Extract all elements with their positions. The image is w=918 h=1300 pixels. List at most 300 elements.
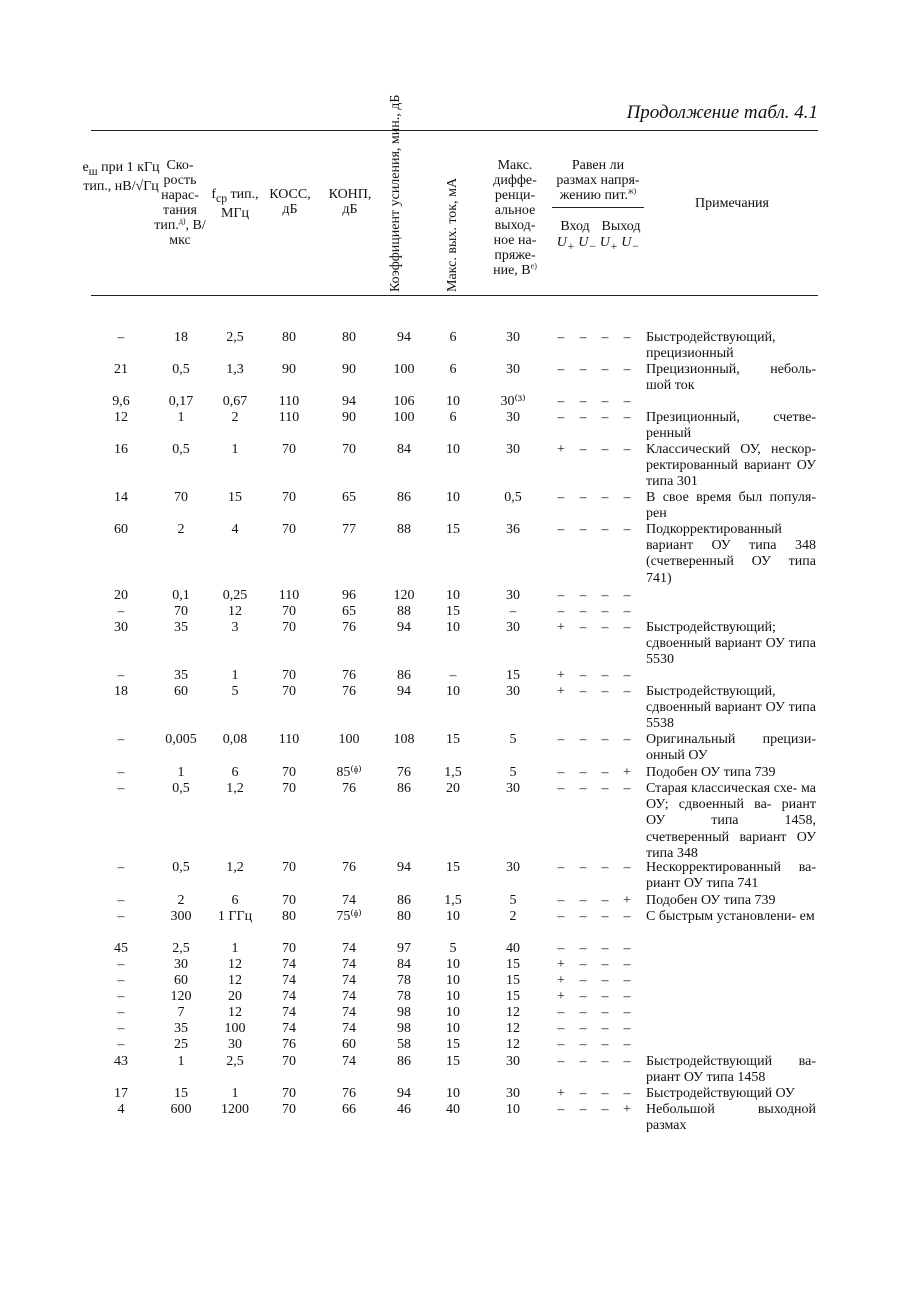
cell-konp: 76 [342,668,356,683]
rail-flag: – [623,1021,631,1036]
cell-fcp: 2,5 [226,1054,244,1069]
cell-note: Быстродействующий ОУ [646,1086,795,1101]
rail-flag: – [623,410,631,425]
cell-konp: 76 [342,1086,356,1101]
cell-note: Презиционный, счетве- ренный [646,410,816,442]
cell-vdiff: 15 [506,957,520,972]
cell-koss: 80 [282,909,296,924]
cell-note: Быстродействующий, сдвоенный вариант ОУ типа 5538 [646,684,816,732]
cell-gain: 58 [397,1037,411,1052]
cell-iout: 10 [446,684,460,699]
rail-flag: – [557,765,565,780]
rail-flag: – [623,620,631,635]
header-gain: Коэффициент усиления, мин., дБ [388,94,403,292]
cell-iout: 10 [446,957,460,972]
header-psrr: КОНП, дБ [328,187,372,217]
rail-flag: – [623,941,631,956]
cell-noise: 43 [114,1054,128,1069]
cell-iout: 10 [446,973,460,988]
cell-iout: 15 [446,732,460,747]
rail-flag: + [557,957,565,972]
rail-flag: – [557,330,565,345]
rail-flag: – [601,1021,609,1036]
cell-note: Подкорректированный вариант ОУ типа 348 (счетверенный ОУ типа 741) [646,522,816,586]
cell-fcp: 3 [231,620,239,635]
rail-flag: – [579,362,587,377]
rail-flag: – [601,394,609,409]
rail-flag: – [557,1021,565,1036]
rail-flag: – [557,893,565,908]
cell-fcp: 1,2 [226,781,244,796]
cell-fcp: 4 [231,522,239,537]
cell-konp: 80 [342,330,356,345]
rail-flag: – [601,522,609,537]
cell-konp: 74 [342,1021,356,1036]
cell-koss: 70 [282,668,296,683]
cell-fcp: 1200 [221,1102,249,1117]
cell-konp: 74 [342,941,356,956]
rail-flag: – [579,410,587,425]
cell-slew: 35 [174,620,188,635]
rail-flag: – [623,909,631,924]
cell-noise: 20 [114,588,128,603]
rail-flag: – [579,442,587,457]
cell-iout: 10 [446,490,460,505]
cell-konp: 96 [342,588,356,603]
cell-vdiff: 30 [506,781,520,796]
cell-vdiff: 30 [506,1086,520,1101]
cell-konp: 66 [342,1102,356,1117]
rail-flag: – [579,1086,587,1101]
header-rail-to-rail: Равен ли размах напря- жению пит.$^{ж)}$ [556,158,640,203]
cell-gain: 100 [393,410,415,425]
rail-flag: – [601,362,609,377]
rail-flag: – [623,1054,631,1069]
rail-flag: + [623,1102,631,1117]
cell-noise: – [117,909,125,924]
cell-slew: 1 [177,1054,185,1069]
rail-flag: – [601,1037,609,1052]
rail-flag: – [579,1054,587,1069]
cell-slew: 30 [174,957,188,972]
header-noise: $e_ш$ при 1 кГц тип., нВ/√Гц [82,160,160,194]
rail-flag: – [557,522,565,537]
cell-vdiff: 40 [506,941,520,956]
cell-koss: 74 [282,973,296,988]
cell-gain: 88 [397,604,411,619]
rail-flag: – [601,732,609,747]
cell-noise: 16 [114,442,128,457]
header-notes: Примечания [694,196,769,211]
rail-flag: – [579,1005,587,1020]
cell-gain: 84 [397,957,411,972]
cell-vdiff: 30 [506,860,520,875]
cell-noise: 12 [114,410,128,425]
cell-gain: 78 [397,973,411,988]
cell-note: Быстродействующий; сдвоенный вариант ОУ типа 5530 [646,620,816,668]
rail-flag: – [557,732,565,747]
cell-slew: 7 [177,1005,185,1020]
rail-flag: – [623,362,631,377]
cell-vdiff: 5 [509,732,517,747]
cell-fcp: 1 [231,442,239,457]
cell-slew: 35 [174,1021,188,1036]
cell-konp: 74 [342,989,356,1004]
cell-slew: 2 [177,522,185,537]
cell-gain: 88 [397,522,411,537]
rail-flag: – [601,1054,609,1069]
cell-konp: 65 [342,490,356,505]
rail-flag: – [557,588,565,603]
cell-gain: 84 [397,442,411,457]
cell-vdiff: 15 [506,989,520,1004]
cell-noise: – [117,860,125,875]
cell-vdiff: 30 [506,410,520,425]
cell-koss: 74 [282,1021,296,1036]
rail-flag: – [601,941,609,956]
rail-flag: + [623,893,631,908]
cell-konp: 76 [342,860,356,875]
header-cmrr: КОСС, дБ [269,187,311,217]
cell-fcp: 0,08 [222,732,248,747]
rail-flag: – [601,957,609,972]
cell-fcp: 2 [231,410,239,425]
cell-slew: 70 [174,604,188,619]
rail-flag: – [601,893,609,908]
rail-flag: + [557,442,565,457]
cell-fcp: 1 [231,1086,239,1101]
rail-flag: – [601,330,609,345]
cell-vdiff: 5 [509,893,517,908]
rail-flag: – [601,490,609,505]
header-rail-input: Вход [560,219,590,234]
cell-iout: – [449,668,457,683]
cell-iout: 1,5 [444,893,462,908]
cell-noise: – [117,973,125,988]
cell-fcp: 12 [228,1005,242,1020]
rail-flag: – [579,941,587,956]
cell-noise: – [117,989,125,1004]
rail-flag: – [601,781,609,796]
cell-slew: 60 [174,973,188,988]
rail-flag: – [579,330,587,345]
rail-flag: – [557,394,565,409]
cell-konp: 94 [342,394,356,409]
cell-noise: – [117,604,125,619]
rail-flag: – [623,522,631,537]
cell-fcp: 30 [228,1037,242,1052]
header-unity-gain-freq: $f_{ср}$ тип., МГц [211,187,259,221]
cell-konp: 76 [342,781,356,796]
cell-gain: 86 [397,781,411,796]
rail-flag: – [557,941,565,956]
cell-gain: 94 [397,684,411,699]
cell-konp: 74 [342,1054,356,1069]
cell-gain: 98 [397,1021,411,1036]
cell-gain: 76 [397,765,411,780]
rail-flag: – [579,765,587,780]
cell-gain: 80 [397,909,411,924]
cell-iout: 6 [449,330,457,345]
cell-vdiff: 30 [506,1054,520,1069]
rail-flag: – [579,490,587,505]
cell-note: Быстродействующий, прецизионный [646,330,776,362]
rail-flag: – [579,781,587,796]
cell-fcp: 15 [228,490,242,505]
cell-slew: 70 [174,490,188,505]
cell-fcp: 1 ГГц [217,909,253,924]
cell-iout: 10 [446,394,460,409]
rail-flag: – [623,781,631,796]
rail-flag: – [601,668,609,683]
cell-vdiff: 30 [506,362,520,377]
cell-konp: 100 [338,732,360,747]
cell-fcp: 5 [231,684,239,699]
cell-koss: 70 [282,893,296,908]
header-slew-rate: Ско- рость нарас- тания тип.$^{д)}$, В/мкс [154,158,206,248]
cell-noise: – [117,893,125,908]
cell-noise: 17 [114,1086,128,1101]
rail-flag: – [623,490,631,505]
cell-slew: 0,5 [172,362,190,377]
rail-flag: – [557,1054,565,1069]
cell-iout: 10 [446,1005,460,1020]
rail-flag: – [557,860,565,875]
cell-vdiff: 30 [506,684,520,699]
cell-noise: – [117,957,125,972]
cell-noise: 4 [117,1102,125,1117]
cell-slew: 0,5 [172,442,190,457]
cell-koss: 70 [282,684,296,699]
cell-koss: 74 [282,989,296,1004]
cell-fcp: 12 [228,973,242,988]
cell-gain: 78 [397,989,411,1004]
rail-flag: – [557,1005,565,1020]
rail-flag: – [557,410,565,425]
rail-flag: – [623,1037,631,1052]
rail-flag: – [623,442,631,457]
rail-flag: – [557,781,565,796]
rail-flag: – [579,604,587,619]
rail-flag: – [601,620,609,635]
cell-konp: 74 [342,1005,356,1020]
cell-iout: 1,5 [444,765,462,780]
cell-koss: 74 [282,1005,296,1020]
cell-gain: 100 [393,362,415,377]
cell-fcp: 1 [231,668,239,683]
cell-fcp: 1,3 [226,362,244,377]
cell-koss: 70 [282,1102,296,1117]
cell-fcp: 100 [224,1021,246,1036]
rail-flag: – [579,893,587,908]
rail-flag: – [579,860,587,875]
cell-gain: 94 [397,1086,411,1101]
rail-flag: + [557,684,565,699]
cell-gain: 106 [393,394,415,409]
cell-gain: 97 [397,941,411,956]
rail-flag: + [557,620,565,635]
cell-iout: 40 [446,1102,460,1117]
rail-flag: – [579,620,587,635]
cell-gain: 108 [393,732,415,747]
cell-konp: 74 [342,957,356,972]
cell-note: С быстрым установлени- ем [646,909,815,924]
cell-fcp: 2,5 [226,330,244,345]
cell-gain: 86 [397,490,411,505]
cell-noise: 21 [114,362,128,377]
cell-koss: 70 [282,490,296,505]
cell-vdiff: 15 [506,973,520,988]
rail-flag: – [601,765,609,780]
rail-flag: – [623,684,631,699]
rail-flag: – [601,684,609,699]
cell-konp: 85⁽ᶲ⁾ [336,765,362,780]
cell-noise: 60 [114,522,128,537]
cell-noise: – [117,330,125,345]
rail-flag: – [579,732,587,747]
cell-konp: 60 [342,1037,356,1052]
cell-fcp: 6 [231,765,239,780]
cell-koss: 110 [278,394,300,409]
cell-slew: 15 [174,1086,188,1101]
cell-konp: 74 [342,973,356,988]
rail-flag: – [623,957,631,972]
rail-flag: – [623,973,631,988]
cell-fcp: 0,67 [222,394,248,409]
rail-flag: + [557,1086,565,1101]
cell-noise: 14 [114,490,128,505]
cell-koss: 110 [278,732,300,747]
header-rail-output: Выход [601,219,641,234]
cell-noise: – [117,668,125,683]
cell-note: Подобен ОУ типа 739 [646,893,776,908]
cell-koss: 70 [282,522,296,537]
cell-koss: 80 [282,330,296,345]
rail-flag: – [623,860,631,875]
cell-note: Классический ОУ, нескор- ректированный вариант ОУ типа 301 [646,442,816,490]
cell-slew: 1 [177,765,185,780]
cell-iout: 15 [446,1054,460,1069]
cell-noise: 45 [114,941,128,956]
continuation-caption: Продолжение табл. 4.1 [626,102,818,123]
rail-flag: – [601,989,609,1004]
cell-slew: 0,5 [172,781,190,796]
cell-vdiff: 12 [506,1037,520,1052]
cell-vdiff: – [509,604,517,619]
cell-vdiff: 30⁽³⁾ [500,394,526,409]
cell-noise: 9,6 [112,394,130,409]
cell-vdiff: 0,5 [504,490,522,505]
cell-fcp: 0,25 [222,588,248,603]
cell-gain: 86 [397,893,411,908]
cell-iout: 6 [449,410,457,425]
cell-konp: 90 [342,410,356,425]
cell-fcp: 12 [228,957,242,972]
cell-koss: 70 [282,781,296,796]
cell-fcp: 1,2 [226,860,244,875]
rail-flag: – [601,909,609,924]
cell-gain: 86 [397,668,411,683]
rail-flag: – [623,732,631,747]
cell-gain: 94 [397,330,411,345]
rail-flag: – [601,1102,609,1117]
rail-flag: – [579,1037,587,1052]
cell-note: Быстродействующий ва- риант ОУ типа 1458 [646,1054,816,1086]
cell-note: Нескорректированный ва- риант ОУ типа 741 [646,860,816,892]
cell-iout: 10 [446,442,460,457]
cell-koss: 70 [282,1086,296,1101]
header-max-diff-voltage: Макс. диффе- ренци- альное выход- ное на- пряже- ние, $В^{е)}$ [493,158,537,278]
rail-flag: – [601,410,609,425]
cell-koss: 70 [282,442,296,457]
cell-koss: 76 [282,1037,296,1052]
cell-slew: 60 [174,684,188,699]
cell-konp: 74 [342,893,356,908]
rail-flag: – [579,394,587,409]
rail-flag: – [579,973,587,988]
rail-flag: – [579,909,587,924]
cell-slew: 600 [170,1102,192,1117]
cell-koss: 70 [282,860,296,875]
cell-konp: 76 [342,620,356,635]
cell-konp: 76 [342,684,356,699]
cell-slew: 120 [170,989,192,1004]
cell-gain: 94 [397,860,411,875]
cell-slew: 2,5 [172,941,190,956]
rail-flag: – [601,1005,609,1020]
cell-slew: 0,5 [172,860,190,875]
cell-note: Прецизионный, неболь- шой ток [646,362,816,394]
rail-flag: – [579,588,587,603]
cell-noise: 18 [114,684,128,699]
rail-flag: – [579,668,587,683]
rail-flag: – [557,362,565,377]
cell-konp: 77 [342,522,356,537]
cell-koss: 74 [282,957,296,972]
cell-iout: 20 [446,781,460,796]
cell-koss: 110 [278,410,300,425]
rail-flag: – [579,1102,587,1117]
cell-note: Подобен ОУ типа 739 [646,765,776,780]
cell-iout: 10 [446,620,460,635]
cell-iout: 10 [446,1086,460,1101]
cell-koss: 70 [282,765,296,780]
cell-koss: 70 [282,620,296,635]
cell-noise: – [117,765,125,780]
cell-iout: 10 [446,1021,460,1036]
rail-flag: + [557,973,565,988]
rail-flag: – [623,604,631,619]
cell-koss: 110 [278,588,300,603]
rail-flag: + [557,989,565,1004]
rail-flag: – [579,989,587,1004]
rail-flag: – [579,684,587,699]
cell-slew: 35 [174,668,188,683]
rail-flag: – [579,957,587,972]
rail-flag: – [623,1086,631,1101]
rail-flag: – [601,604,609,619]
cell-vdiff: 2 [509,909,517,924]
rail-flag: – [623,588,631,603]
cell-iout: 15 [446,604,460,619]
rail-flag: – [623,330,631,345]
cell-noise: – [117,1021,125,1036]
rail-flag: – [579,522,587,537]
cell-koss: 70 [282,941,296,956]
cell-vdiff: 30 [506,442,520,457]
cell-noise: – [117,1037,125,1052]
cell-fcp: 12 [228,604,242,619]
